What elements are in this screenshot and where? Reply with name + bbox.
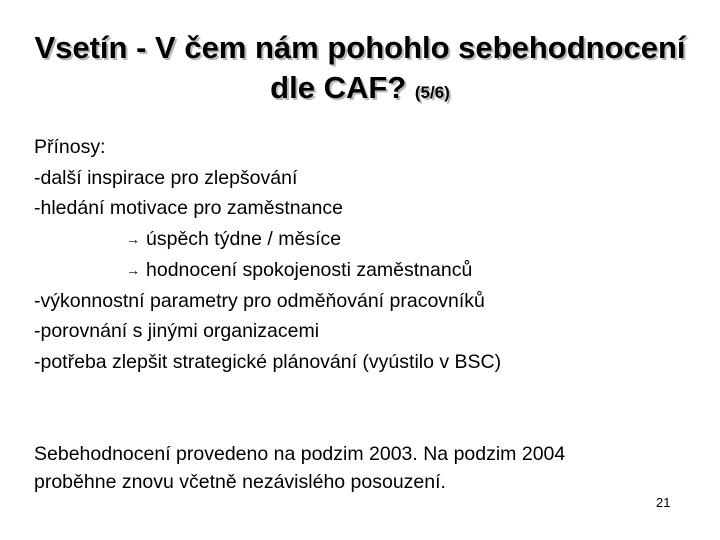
page-number: 21 (656, 495, 671, 510)
summary-line-1: Sebehodnocení provedeno na podzim 2003. Na podzim 2004 (34, 443, 566, 465)
list-item: -potřeba zlepšit strategické plánování (vyústilo v BSC) (34, 350, 502, 373)
sub-list-item (34, 255, 694, 286)
benefits-list (34, 132, 694, 378)
slide-title-line-1: Vsetín - V čem nám pohohlo sebehodnocení (34, 30, 686, 65)
sub-list-item (34, 224, 694, 255)
list-item: -další inspirace pro zlepšování (34, 166, 298, 189)
arrow-right-icon: → (126, 261, 140, 278)
summary-paragraph (34, 440, 704, 496)
sub-list-item-label: hodnocení spokojenosti zaměstnanců (146, 258, 473, 281)
arrow-right-icon: → (126, 231, 140, 248)
slide-title-line-2 (0, 68, 720, 113)
benefits-heading: Přínosy: (34, 136, 106, 158)
sub-list-item-label: úspěch týdne / měsíce (146, 228, 342, 251)
slide-title-counter: (5/6) (414, 83, 450, 102)
slide-title-main: dle CAF? (270, 70, 407, 105)
list-item: -hledání motivace pro zaměstnance (34, 197, 343, 220)
slide-title (0, 28, 720, 113)
list-item: -výkonnostní parametry pro odměňování pracovníků (34, 289, 485, 312)
list-item: -porovnání s jinými organizacemi (34, 320, 320, 343)
summary-line-2: proběhne znovu včetně nezávislého posouzení. (34, 471, 446, 493)
